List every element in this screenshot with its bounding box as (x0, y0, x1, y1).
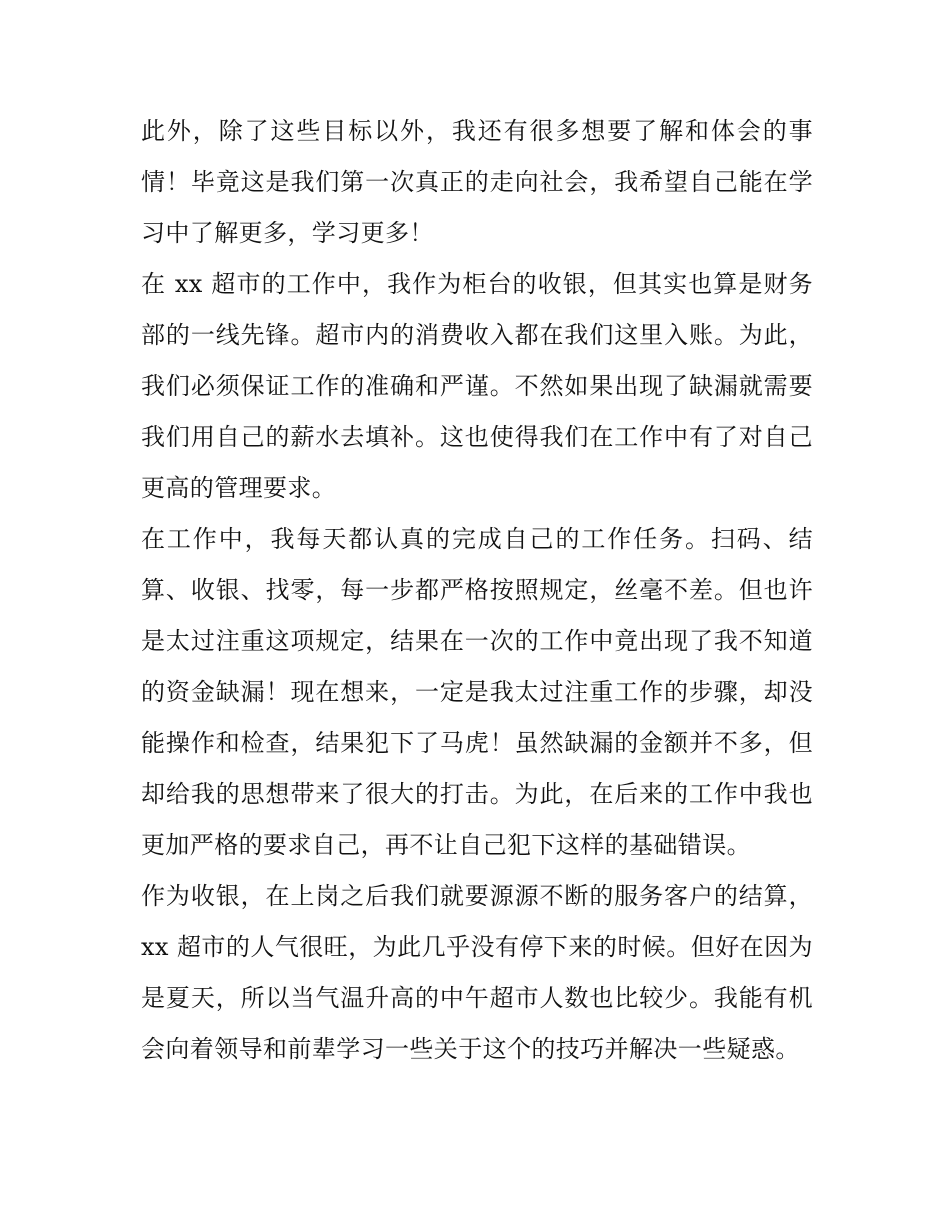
paragraph-customer-service: 作为收银，在上岗之后我们就要源源不断的服务客户的结算，xx 超市的人气很旺，为此几乎没有停下来的时候。但好在因为是夏天，所以当气温升高的中午超市人数也比较少。我能有机会向着领导和前辈学习一些关于这个的技巧并解决一些疑惑。 (141, 882, 813, 1063)
paragraph-cashier-role: 在 xx 超市的工作中，我作为柜台的收银，但其实也算是财务部的一线先锋。超市内的消费收入都在我们这里入账。为此，我们必须保证工作的准确和严谨。不然如果出现了缺漏就需要我们用自己的薪水去填补。这也使得我们在工作中有了对自己更高的管理要求。 (141, 270, 813, 502)
paragraph-goals: 此外，除了这些目标以外，我还有很多想要了解和体会的事情！毕竟这是我们第一次真正的走向社会，我希望自己能在学习中了解更多，学习更多！ (141, 117, 813, 247)
paragraph-work-tasks: 在工作中，我每天都认真的完成自己的工作任务。扫码、结算、收银、找零，每一步都严格按照规定，丝毫不差。但也许是太过注重这项规定，结果在一次的工作中竟出现了我不知道的资金缺漏！现在想来，一定是我太过注重工作的步骤，却没能操作和检查，结果犯下了马虎！虽然缺漏的金额并不多，但却给我的思想带来了很大的打击。为此，在后来的工作中我也更加严格的要求自己，再不让自己犯下这样的基础错误。 (141, 525, 813, 859)
document-body (141, 106, 813, 1075)
